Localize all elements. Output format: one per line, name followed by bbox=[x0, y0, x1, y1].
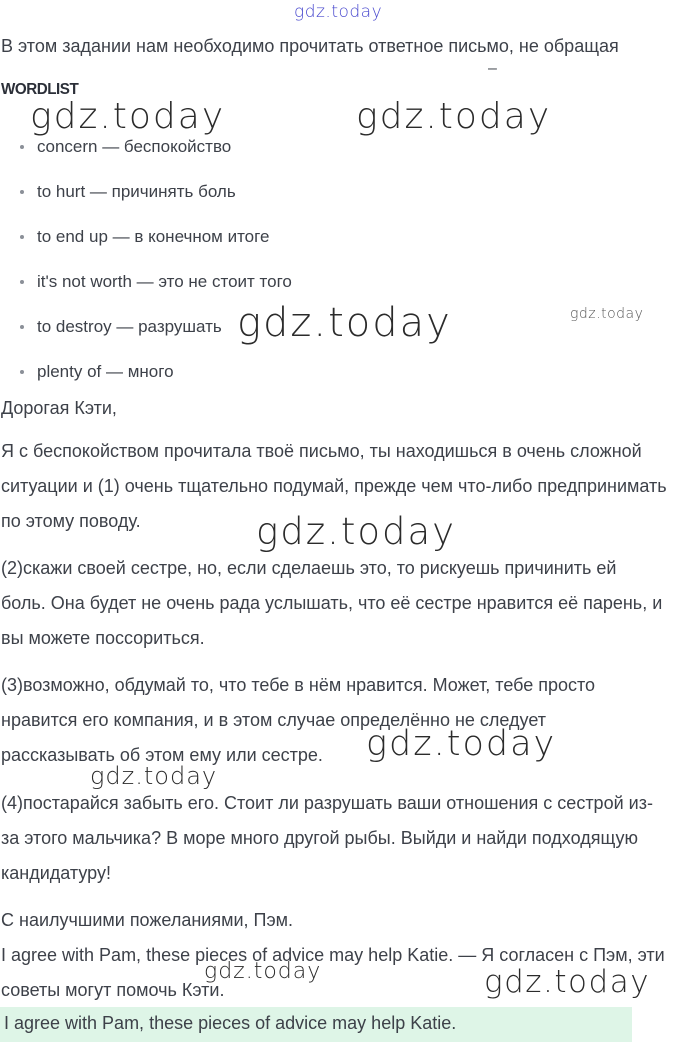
bullet-icon bbox=[20, 280, 24, 284]
site-watermark: gdz.today bbox=[356, 96, 552, 137]
wordlist-item bbox=[0, 363, 292, 380]
text-line: вы можете поссориться. bbox=[1, 628, 205, 648]
wordlist-item bbox=[0, 183, 292, 200]
stray-dash: – bbox=[488, 60, 497, 77]
text-line: ситуации и (1) очень тщательно подумай, прежде чем что-либо предпринимать bbox=[1, 476, 667, 496]
text-line: (2)скажи своей сестре, но, если сделаешь это, то рискуешь причинить ей bbox=[1, 558, 617, 578]
answer-text: I agree with Pam, these pieces of advice may help Katie. bbox=[4, 1013, 457, 1033]
wordlist-item-text: concern — беспокойство bbox=[37, 137, 232, 156]
wordlist-item-text: to end up — в конечном итоге bbox=[37, 227, 270, 246]
wordlist-heading: WORDLIST bbox=[1, 81, 79, 98]
site-watermark-top: gdz.today bbox=[294, 2, 383, 22]
text-line: Дорогая Кэти, bbox=[1, 398, 117, 418]
site-watermark: gdz.today bbox=[256, 510, 457, 553]
text-line: Я с беспокойством прочитала твоё письмо, ты находишься в очень сложной bbox=[1, 441, 642, 461]
letter-closing bbox=[1, 903, 680, 938]
site-watermark-small: gdz.today bbox=[570, 306, 644, 322]
text-line: (3)возможно, обдумай то, что тебе в нём нравится. Может, тебе просто bbox=[1, 675, 596, 695]
wordlist-item-text: to destroy — разрушать bbox=[37, 317, 222, 336]
wordlist-item bbox=[0, 138, 292, 155]
highlighted-answer bbox=[0, 1007, 632, 1042]
bullet-icon bbox=[20, 190, 24, 194]
text-line: кандидатуру! bbox=[1, 863, 111, 883]
text-line: по этому поводу. bbox=[1, 511, 141, 531]
site-watermark: gdz.today bbox=[366, 724, 557, 764]
wordlist-item-text: it's not worth — это не стоит того bbox=[37, 272, 292, 291]
letter-salutation bbox=[1, 391, 680, 426]
bullet-icon bbox=[20, 370, 24, 374]
wordlist-item-text: plenty of — много bbox=[37, 362, 174, 381]
text-line: С наилучшими пожеланиями, Пэм. bbox=[1, 910, 294, 930]
text-line: боль. Она будет не очень рада услышать, что её сестре нравится её парень, и bbox=[1, 593, 663, 613]
bullet-icon bbox=[20, 325, 24, 329]
wordlist-item-text: to hurt — причинять боль bbox=[37, 182, 236, 201]
letter-paragraph-4 bbox=[1, 786, 680, 891]
bullet-icon bbox=[20, 145, 24, 149]
letter-paragraph-3 bbox=[1, 668, 680, 773]
site-watermark: gdz.today bbox=[90, 762, 218, 790]
wordlist-item bbox=[0, 228, 292, 245]
site-watermark: gdz.today bbox=[30, 96, 226, 137]
bullet-icon bbox=[20, 235, 24, 239]
task-intro-text: В этом задании нам необходимо прочитать ответное письмо, не обращая bbox=[1, 36, 619, 56]
letter-paragraph-2 bbox=[1, 551, 680, 656]
site-watermark: gdz.today bbox=[237, 300, 452, 346]
wordlist bbox=[0, 138, 292, 408]
text-line: (4)постарайся забыть его. Стоит ли разрушать ваши отношения с сестрой из- bbox=[1, 793, 653, 813]
text-line: советы могут помочь Кэти. bbox=[1, 980, 225, 1000]
wordlist-item bbox=[0, 273, 292, 290]
text-line: нравится его компания, и в этом случае определённо не следует bbox=[1, 710, 547, 730]
site-watermark: gdz.today bbox=[484, 964, 651, 1000]
text-line: за этого мальчика? В море много другой рыбы. Выйди и найди подходящую bbox=[1, 828, 638, 848]
text-line: рассказывать об этом ему или сестре. bbox=[1, 745, 323, 765]
site-watermark: gdz.today bbox=[204, 959, 322, 984]
text-line: I agree with Pam, these pieces of advice may help Katie. — Я согласен с Пэм, эти bbox=[1, 945, 665, 965]
